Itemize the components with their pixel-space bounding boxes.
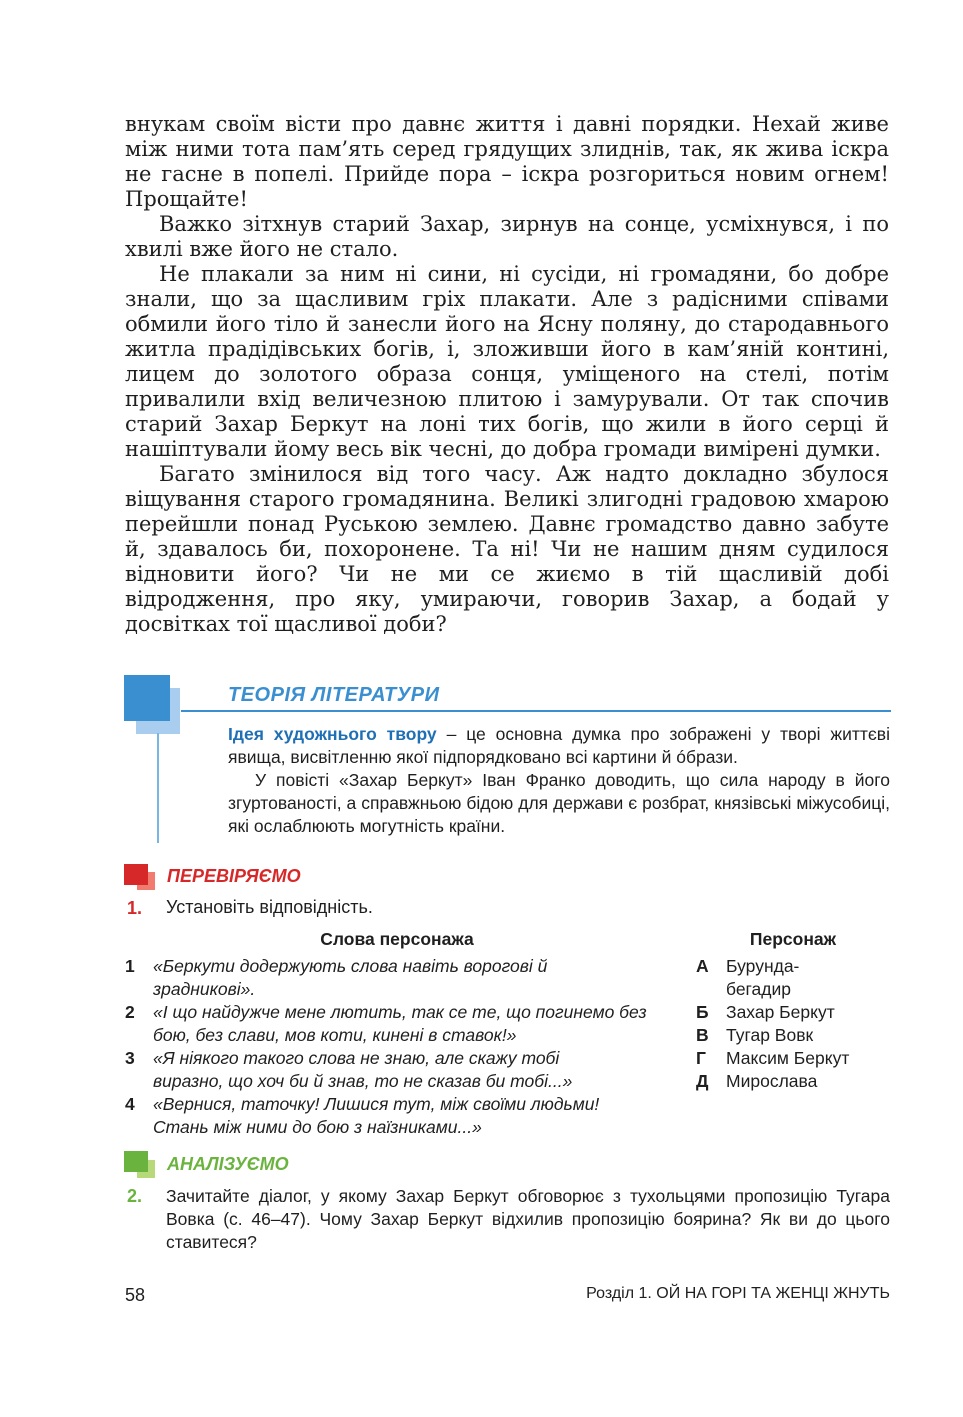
character-name: Мирослава — [726, 1071, 818, 1091]
page-number: 58 — [125, 1285, 146, 1305]
theory-definition-text: – це основна думка про зображені у творі життєві явища, висвітленню якої підпорядковано всі картини й óбрази. — [228, 724, 890, 767]
theory-term: Ідея художнього твору — [228, 724, 437, 744]
quote-number: 4 — [125, 1094, 135, 1114]
quote-item — [125, 955, 665, 1001]
character-name: Бурунда-бегадир — [726, 956, 800, 999]
analyse-square — [124, 1151, 148, 1172]
theory-definition — [228, 723, 890, 769]
quote-text: «Я ніякого такого слова не знаю, але скажу тобі виразно, що хоч би й знав, то не сказав би тобі...» — [153, 1048, 573, 1091]
character-letter: Б — [696, 1002, 709, 1022]
quote-number: 1 — [125, 956, 135, 976]
theory-title: ТЕОРІЯ ЛІТЕРАТУРИ — [228, 684, 440, 706]
theory-square — [124, 675, 170, 721]
analyse-title: АНАЛІЗУЄМО — [167, 1154, 289, 1174]
quote-number: 2 — [125, 1002, 135, 1022]
character-item — [696, 1070, 876, 1093]
quote-item — [125, 1047, 665, 1093]
character-item — [696, 1001, 876, 1024]
character-item — [696, 1024, 876, 1047]
check-square — [124, 864, 148, 885]
quote-text: «І що найдужче мене лютить, так се те, що погинемо без бою, без слави, мов коти, кинені в ставок!» — [153, 1002, 647, 1045]
column-header-words: Слова персонажа — [320, 929, 474, 949]
character-item — [696, 955, 826, 1001]
quote-item — [125, 1001, 665, 1047]
character-name: Тугар Вовк — [726, 1025, 814, 1045]
theory-side-line — [157, 733, 159, 843]
theory-divider — [181, 710, 891, 712]
theory-paragraph: У повісті «Захар Беркут» Іван Франко доводить, що сила народу в його згуртованості, а справжньою бідою для держави є розбрат, князівські міжусобиці, які ослаблюють могутність країни. — [228, 770, 890, 836]
running-head: Розділ 1. ОЙ НА ГОРІ ТА ЖЕНЦІ ЖНУТЬ — [586, 1285, 890, 1302]
story-paragraph: Важко зітхнув старий Захар, зирнув на сонце, усміхнувся, і по хвилі вже його не стало. — [125, 212, 889, 261]
column-header-character: Персонаж — [749, 929, 837, 949]
task-text: Зачитайте діалог, у якому Захар Беркут обговорює з тухольцями пропозицію Тугара Вовка (с. 46–47). Чому Захар Беркут відхилив пропозицію боярина? Як ви до цього ставитеся? — [166, 1186, 890, 1252]
story-paragraph: Не плакали за ним ні сини, ні сусіди, ні громадяни, бо добре знали, що за щасливим гріх плакати. Але з радісними співами обмили його тіло й занесли його на Ясну поляну, до стародавнього житла прадідівських богів, і, зложивши його в кам’яній контині, лицем до золотого образа сонця, уміщеного на стелі, потім привалили вхід величезною плитою і замурували. От так спочив старий Захар Беркут на лоні тих богів, що жили в його серці й нашіптували йому весь вік чесні, до добра громади виміренi думки. — [125, 262, 889, 461]
task-text: Установіть відповідність. — [166, 897, 373, 917]
character-item — [696, 1047, 876, 1070]
character-letter: Г — [696, 1048, 706, 1068]
quote-item — [125, 1093, 665, 1139]
task-number: 1. — [127, 898, 143, 918]
story-paragraph: внукам своїм вісти про давнє життя і давні порядки. Нехай живе між ними тота пам’ять серед грядущих злиднів, так, як жива іскра не гасне в попелі. Прийде пора – іскра розгориться новим огнем! Прощайте! — [125, 112, 889, 211]
quote-text: «Беркути додержують слова навіть ворогові й зрадникові». — [153, 956, 548, 999]
check-title: ПЕРЕВІРЯЄМО — [167, 866, 301, 886]
story-paragraph: Багато змінилося від того часу. Аж надто докладно збулося віщування старого громадянина. Великі злигодні градовою хмарою перейшли понад Руською землею. Давнє громадство давно забуте й, здавалось би, похоронене. Та ні! Чи не нашим дням судилося відновити його? Чи не ми се жиємо в тій щасливій добі відродження, про яку, умираючи, говорив Захар, а бодай у досвітках тої щасливої доби? — [125, 462, 889, 636]
character-letter: Д — [696, 1071, 709, 1091]
story-text — [125, 112, 889, 637]
character-letter: А — [696, 956, 709, 976]
quote-text: «Вернися, таточку! Лишися тут, між своїми людьми! Стань між ними до бою з наїзниками...» — [153, 1094, 600, 1137]
character-name: Максим Беркут — [726, 1048, 850, 1068]
character-name: Захар Беркут — [726, 1002, 835, 1022]
quote-number: 3 — [125, 1048, 135, 1068]
theory-body — [228, 723, 890, 838]
task-number: 2. — [127, 1186, 143, 1206]
character-letter: В — [696, 1025, 709, 1045]
